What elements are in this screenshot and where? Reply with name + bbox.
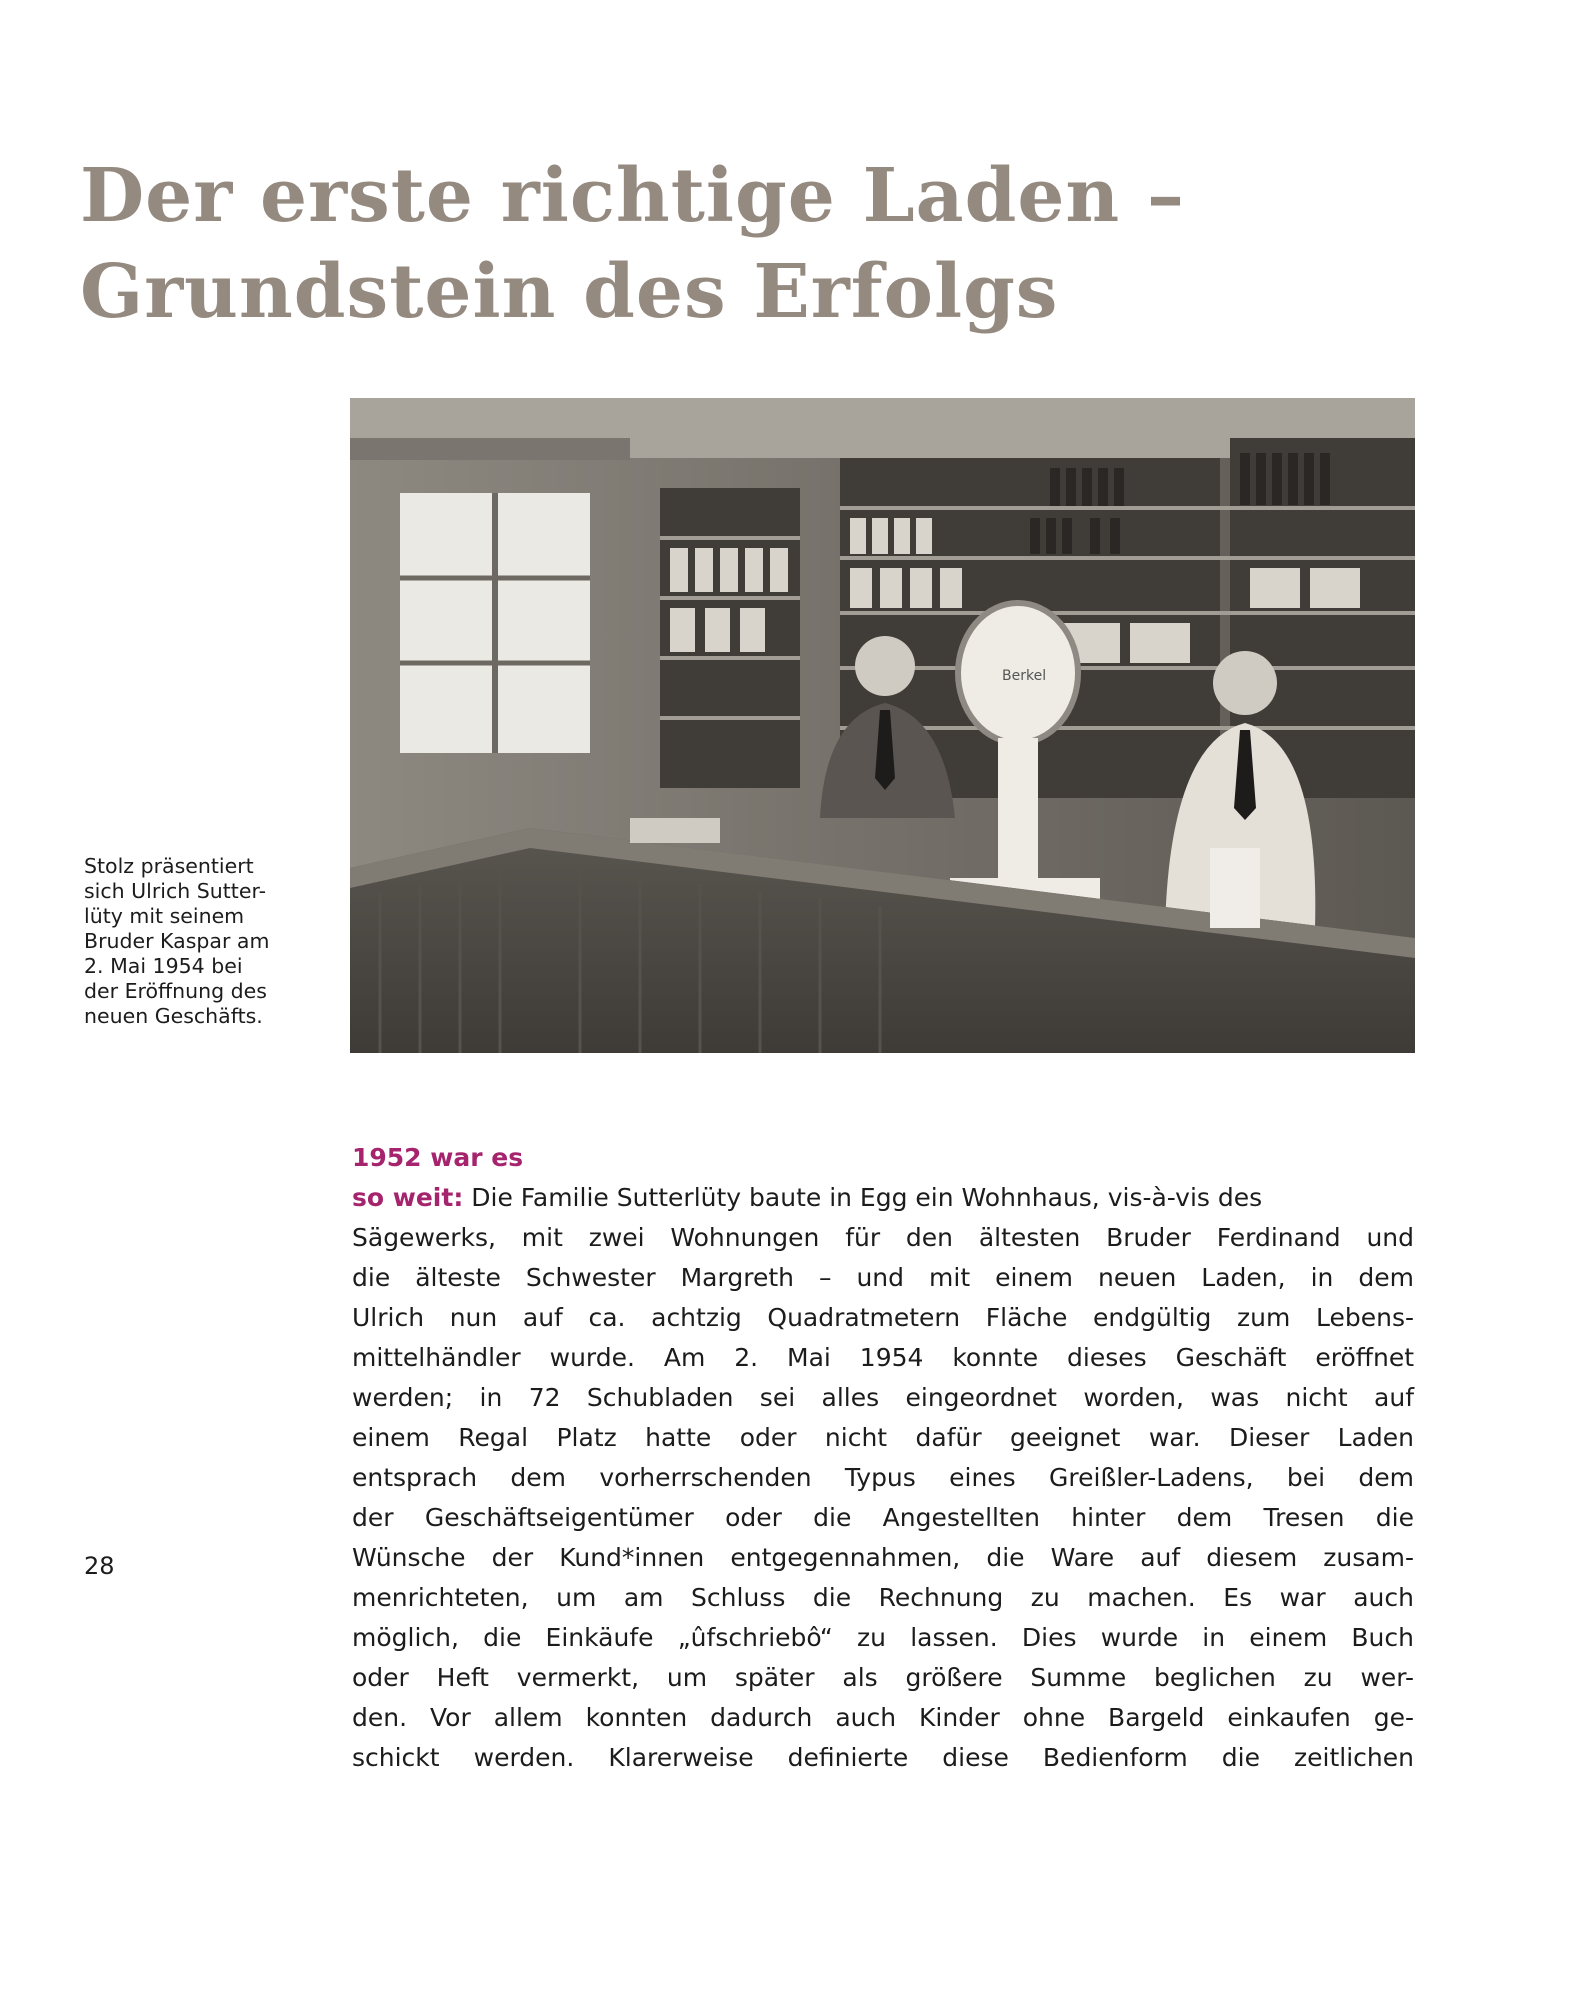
first-line-text: Die Familie Sutterlüty baute in Egg ein Wohnhaus, vis-à-vis des: [463, 1183, 1263, 1212]
lead-heading-part-2: so weit:: [352, 1183, 464, 1212]
photo-caption: [84, 854, 324, 1029]
scale-brand-label: Berkel: [1002, 668, 1047, 684]
article-line: einem Regal Platz hatte oder nicht dafür geeignet war. Dieser Laden: [352, 1423, 1414, 1452]
caption-line: sich Ulrich Sutter-: [84, 879, 266, 903]
article-line: schickt werden. Klarerweise definierte diese Bedienform die zeitlichen: [352, 1743, 1414, 1772]
article-first-line: [352, 1178, 1414, 1218]
caption-line: lüty mit seinem: [84, 904, 245, 928]
article-line: oder Heft vermerkt, um später als größere Summe beglichen zu wer-: [352, 1663, 1414, 1692]
article-line: entsprach dem vorherrschenden Typus eines Greißler-Ladens, bei dem: [352, 1463, 1414, 1492]
caption-line: neuen Geschäfts.: [84, 1004, 263, 1028]
caption-line: Bruder Kaspar am: [84, 929, 270, 953]
article-line: die älteste Schwester Margreth – und mit einem neuen Laden, in dem: [352, 1263, 1414, 1292]
shop-interior-illustration: [350, 398, 1415, 1053]
lead-heading-part-1: 1952 war es: [352, 1143, 524, 1172]
title-line-2: Grundstein des Erfolgs: [80, 249, 1059, 335]
article-lead-line: [352, 1138, 1414, 1178]
article-line: möglich, die Einkäufe „ûfschriebô“ zu lassen. Dies wurde in einem Buch: [352, 1623, 1414, 1652]
article-line: Wünsche der Kund*innen entgegennahmen, die Ware auf diesem zusam-: [352, 1543, 1414, 1572]
article-line: mittelhändler wurde. Am 2. Mai 1954 konnte dieses Geschäft eröffnet: [352, 1343, 1414, 1372]
caption-line: der Eröffnung des: [84, 979, 267, 1003]
article-line: Sägewerks, mit zwei Wohnungen für den ältesten Bruder Ferdinand und: [352, 1223, 1414, 1252]
caption-line: Stolz präsentiert: [84, 854, 254, 878]
article-line: den. Vor allem konnten dadurch auch Kinder ohne Bargeld einkaufen ge-: [352, 1703, 1414, 1732]
article-line: Ulrich nun auf ca. achtzig Quadratmetern Fläche endgültig zum Lebens-: [352, 1303, 1414, 1332]
article-line: der Geschäftseigentümer oder die Angestellten hinter dem Tresen die: [352, 1503, 1414, 1532]
article-body: [352, 1138, 1414, 1778]
title-line-1: Der erste richtige Laden –: [80, 153, 1185, 239]
caption-line: 2. Mai 1954 bei: [84, 954, 243, 978]
page-title: [80, 148, 1280, 340]
article-line: menrichteten, um am Schluss die Rechnung zu machen. Es war auch: [352, 1583, 1414, 1612]
historic-shop-photo: [350, 398, 1415, 1053]
page-number: 28: [84, 1552, 115, 1580]
article-line: werden; in 72 Schubladen sei alles eingeordnet worden, was nicht auf: [352, 1383, 1414, 1412]
